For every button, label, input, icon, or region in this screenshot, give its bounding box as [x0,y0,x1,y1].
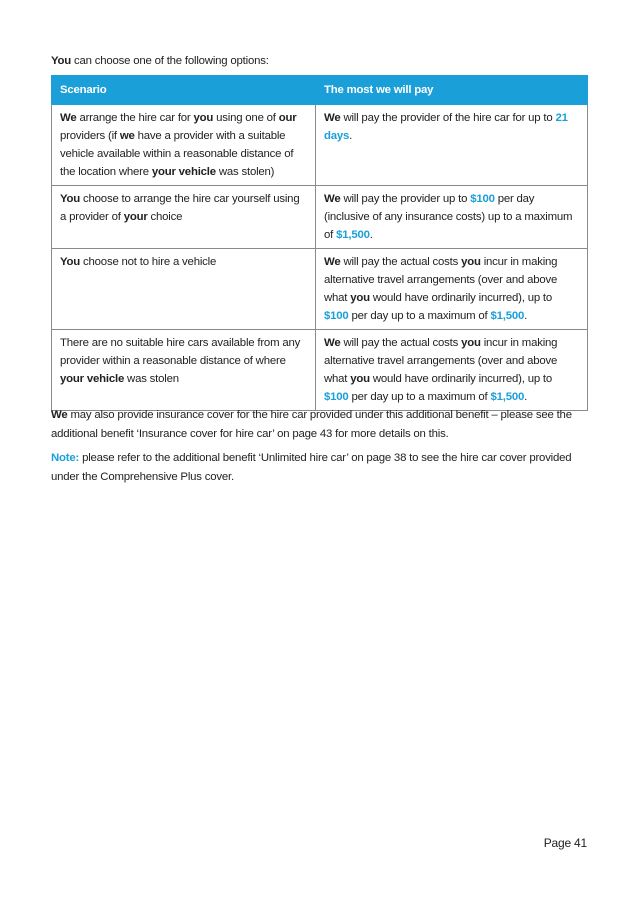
cell-text: . [524,310,528,322]
scenario-cell [52,105,316,186]
cell-text: per day (inclusive of any insurance costs) up to a maximum of [324,193,573,241]
scenario-cell [52,186,316,249]
intro-text [51,54,269,69]
cell-text: choose not to hire a vehicle [80,256,217,268]
cell-text: choice [147,211,183,223]
highlight-amount: $1,500 [490,391,525,403]
defined-term: You [60,193,81,205]
table-row [52,249,588,330]
insurance-text: may also provide insurance cover for the hire car provided under this additional benefit – please see the additional benefit ‘Insurance cover for hire car’ on page 43 for more details on this. [51,409,572,440]
cell-text: per day up to a maximum of [348,391,491,403]
defined-term: We [324,193,341,205]
highlight-amount: $100 [324,391,349,403]
after-table-text [51,406,587,492]
cell-text: will pay the actual costs [340,337,462,349]
cell-text: There are no suitable hire cars available from any provider within a reasonable distance of where [60,337,301,367]
payment-cell [316,186,588,249]
payment-cell [316,330,588,411]
defined-term: your vehicle [151,166,216,178]
cell-text: arrange the hire car for [76,112,194,124]
header-most-we-will-pay: The most we will pay [316,76,588,105]
cell-text: incur in making alternative travel arrangements (over and above what [324,256,558,304]
cell-text: . [369,229,373,241]
insurance-bold: We [51,409,68,421]
payment-cell [316,249,588,330]
defined-term: our [278,112,297,124]
cell-text: was stolen) [215,166,275,178]
options-table [51,75,588,411]
highlight-amount: $100 [324,310,349,322]
defined-term: We [60,112,77,124]
intro-rest: can choose one of the following options: [71,55,269,67]
table-body [52,105,588,411]
cell-text: incur in making alternative travel arrangements (over and above what [324,337,558,385]
cell-text: using one of [213,112,279,124]
highlight-amount: 21 days [324,112,568,142]
defined-term: you [461,337,481,349]
cell-text: will pay the actual costs [340,256,462,268]
scenario-cell [52,330,316,411]
highlight-amount: $1,500 [490,310,525,322]
note-paragraph [51,449,587,486]
defined-term: you [350,292,370,304]
payment-cell [316,105,588,186]
defined-term: your [123,211,148,223]
defined-term: We [324,337,341,349]
defined-term: we [119,130,135,142]
cell-text: choose to arrange the hire car yourself using a provider of [60,193,300,223]
highlight-amount: $100 [470,193,495,205]
cell-text: would have ordinarily incurred), up to [369,292,553,304]
highlight-amount: $1,500 [336,229,370,241]
page-number: Page 41 [543,836,587,850]
defined-term: We [324,112,341,124]
intro-bold: You [51,55,72,67]
cell-text: . [349,130,353,142]
scenario-cell [52,249,316,330]
cell-text: was stolen [124,373,179,385]
table-row [52,330,588,411]
note-text: please refer to the additional benefit ‘Unlimited hire car’ on page 38 to see the hire car cover provided under the Comprehensive Plus cover. [51,452,572,483]
cell-text: have a provider with a suitable vehicle available within a reasonable distance of the location where [60,130,294,178]
cell-text: would have ordinarily incurred), up to [369,373,553,385]
cell-text: providers (if [60,130,120,142]
insurance-paragraph [51,406,587,443]
table-header-row [52,76,588,105]
defined-term: you [461,256,481,268]
defined-term: You [60,256,81,268]
header-scenario: Scenario [52,76,316,105]
cell-text: . [524,391,528,403]
table-row [52,186,588,249]
cell-text: will pay the provider up to [340,193,471,205]
defined-term: your vehicle [60,373,125,385]
defined-term: We [324,256,341,268]
defined-term: you [350,373,370,385]
table-row [52,105,588,186]
defined-term: you [193,112,214,124]
note-label: Note: [51,452,80,464]
cell-text: will pay the provider of the hire car for up to [340,112,556,124]
cell-text: per day up to a maximum of [348,310,491,322]
